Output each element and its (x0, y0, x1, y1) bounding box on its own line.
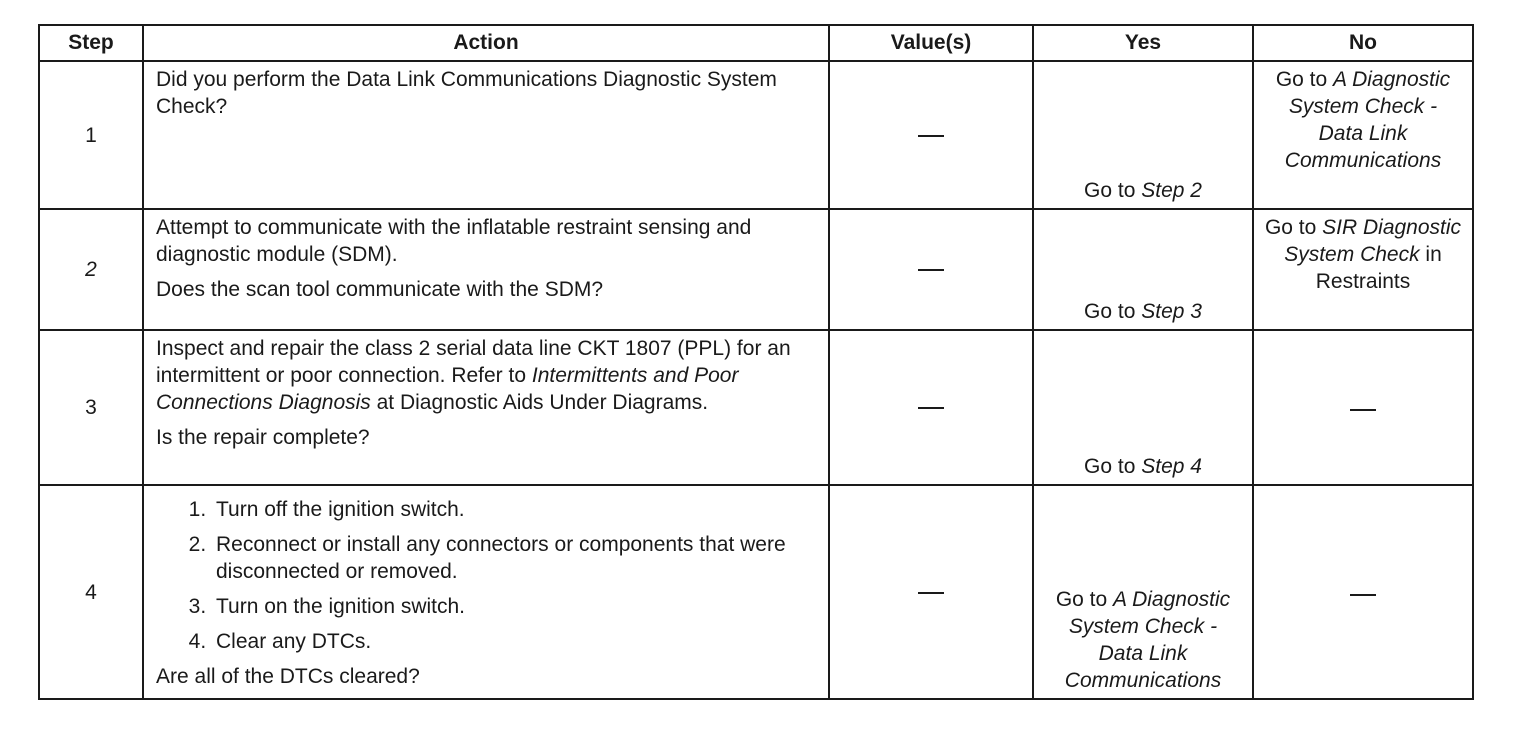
action-cell (143, 61, 829, 209)
header-row (39, 25, 1473, 61)
header-values: Value(s) (829, 25, 1033, 61)
action-text: Attempt to communicate with the inflatable restraint sensing and diagnostic module (SDM). (156, 216, 752, 266)
value-cell (829, 61, 1033, 209)
value-dash (918, 407, 944, 409)
no-cell (1253, 485, 1473, 699)
list-item: 4. Clear any DTCs. (212, 628, 816, 655)
value-dash (918, 269, 944, 271)
step-number: 2 (39, 209, 143, 330)
action-text: Inspect and repair the class 2 serial data line CKT 1807 (PPL) for an intermittent or poor connection. Refer to Intermittents and Poor Connections Diagnosis at Diagnostic Aids Under Diagrams. (156, 337, 791, 414)
no-dash (1350, 409, 1376, 411)
action-cell (143, 485, 829, 699)
yes-cell (1033, 61, 1253, 209)
yes-link-diagnostic-system-check[interactable]: A Diagnostic System Check - Data Link Communications (1064, 588, 1231, 692)
step-number: 4 (39, 485, 143, 699)
action-link-intermittents[interactable]: Intermittents and Poor Connections Diagnosis (156, 364, 739, 414)
table-row (39, 209, 1473, 330)
yes-cell (1033, 330, 1253, 485)
yes-cell (1033, 485, 1253, 699)
list-item: 3. Turn on the ignition switch. (212, 593, 816, 620)
no-prefix: Go to (1264, 216, 1323, 239)
yes-link-step-3[interactable]: Step 3 (1141, 300, 1202, 323)
yes-prefix: Go to (1084, 455, 1142, 478)
yes-link-step-2[interactable]: Step 2 (1141, 179, 1202, 202)
yes-cell (1033, 209, 1253, 330)
table-row (39, 485, 1473, 699)
value-dash (918, 135, 944, 137)
yes-prefix: Go to (1055, 588, 1114, 611)
action-cell (143, 330, 829, 485)
no-suffix: in Restraints (1315, 243, 1442, 293)
yes-link-step-4[interactable]: Step 4 (1141, 455, 1202, 478)
table-row (39, 330, 1473, 485)
table-row (39, 61, 1473, 209)
no-cell (1253, 330, 1473, 485)
yes-prefix: Go to (1084, 300, 1142, 323)
no-cell (1253, 61, 1473, 209)
header-no: No (1253, 25, 1473, 61)
no-prefix: Go to (1275, 68, 1334, 91)
value-cell (829, 209, 1033, 330)
list-item: 1. Turn off the ignition switch. (212, 496, 816, 523)
action-question: Is the repair complete? (156, 426, 370, 449)
step-number: 3 (39, 330, 143, 485)
header-step: Step (39, 25, 143, 61)
yes-prefix: Go to (1084, 179, 1142, 202)
no-cell (1253, 209, 1473, 330)
substep-list (156, 496, 816, 655)
step-number: 1 (39, 61, 143, 209)
value-cell (829, 330, 1033, 485)
no-link-sir-system-check[interactable]: SIR Diagnostic System Check (1284, 216, 1462, 266)
list-item: 2. Reconnect or install any connectors or components that were disconnected or removed. (212, 531, 816, 585)
no-dash (1350, 594, 1376, 596)
action-question: Are all of the DTCs cleared? (156, 665, 420, 688)
value-cell (829, 485, 1033, 699)
no-link-diagnostic-system-check[interactable]: A Diagnostic System Check - Data Link Communications (1284, 68, 1451, 172)
action-question: Does the scan tool communicate with the SDM? (156, 278, 604, 301)
action-text: Did you perform the Data Link Communications Diagnostic System Check? (156, 68, 777, 118)
action-cell (143, 209, 829, 330)
header-action: Action (143, 25, 829, 61)
header-yes: Yes (1033, 25, 1253, 61)
diagnostic-table (38, 24, 1474, 700)
value-dash (918, 592, 944, 594)
